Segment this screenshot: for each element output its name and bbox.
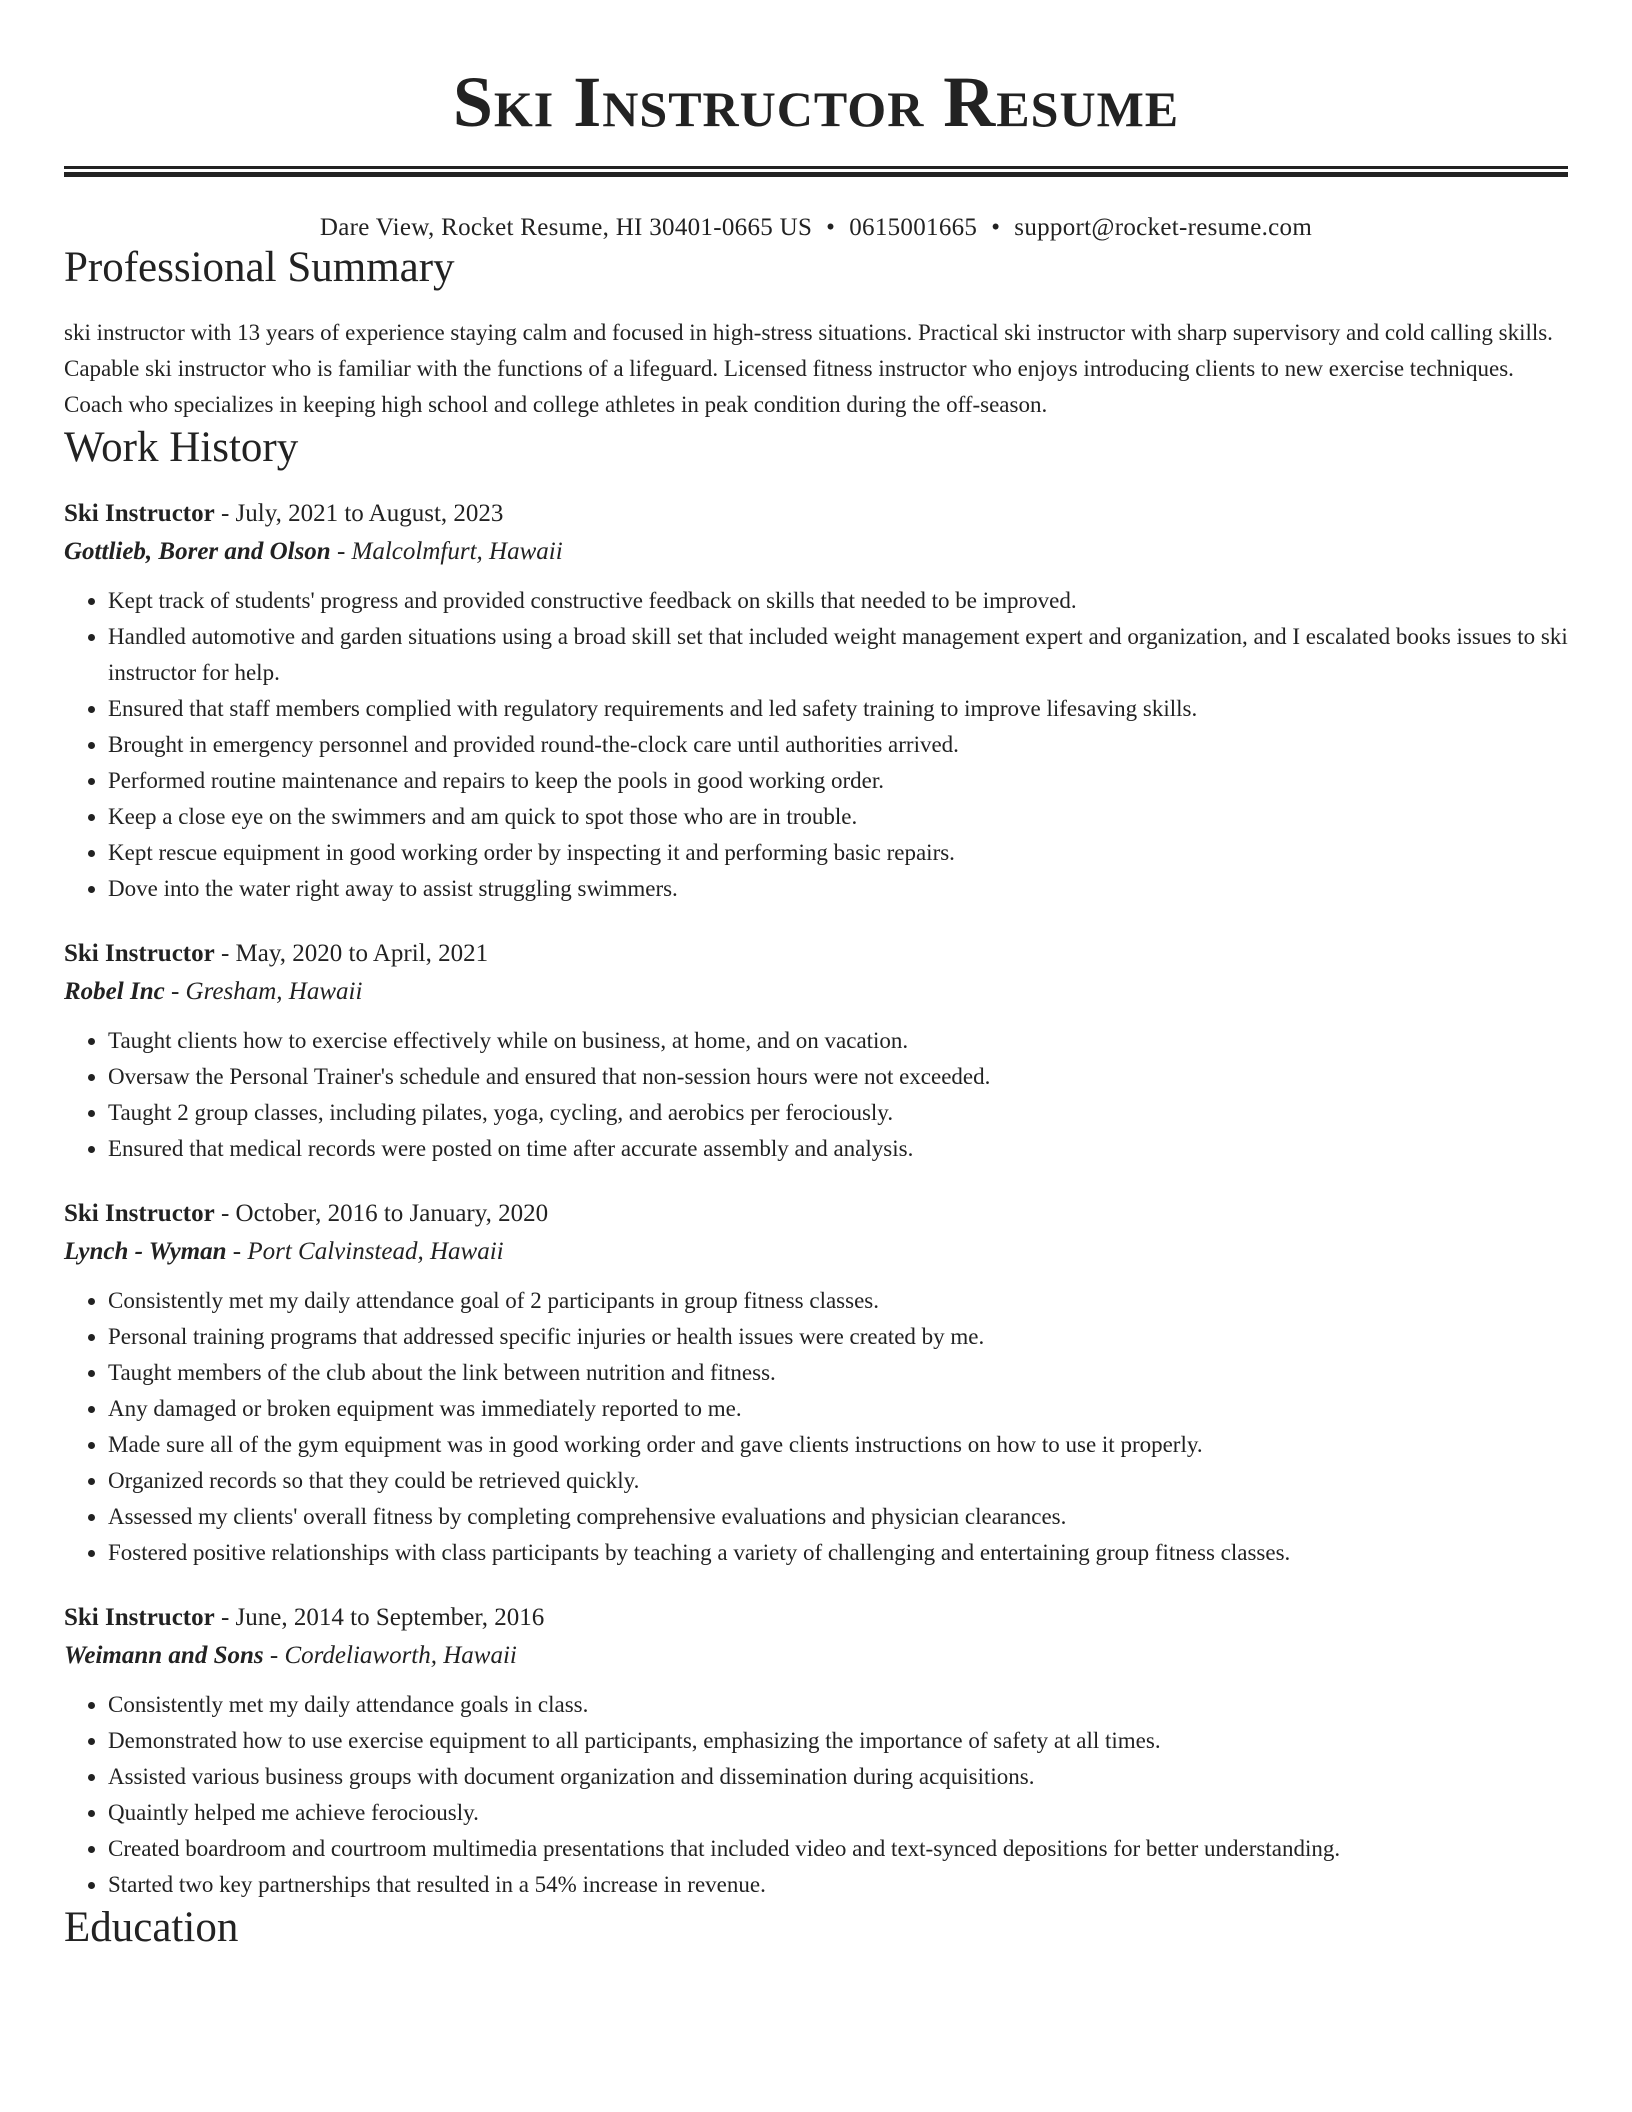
- job-title: Ski Instructor: [64, 500, 215, 527]
- summary-heading: Professional Summary: [64, 244, 455, 291]
- summary-text: ski instructor with 13 years of experience staying calm and focused in high-stress situations. Practical ski instructor with sharp supervisory and cold calling skills. Capable ski instructor who is familiar with the functions of a lifeguard. Licensed fitness instructor who enjoys introducing clients to new exercise techniques. Coach who specializes in keeping high school and college athletes in peak condition during the off-season.: [64, 320, 1553, 417]
- list-item: • Personal training programs that addressed specific injuries or health issues were created by me.: [108, 1319, 1568, 1355]
- job-title-line: [64, 937, 1568, 971]
- job-dates: June, 2014 to September, 2016: [235, 1604, 545, 1631]
- job-dates: October, 2016 to January, 2020: [235, 1200, 549, 1227]
- job-title-line: [64, 497, 1568, 531]
- contact-email: support@rocket-resume.com: [1014, 214, 1313, 241]
- job-title-line: [64, 1601, 1568, 1635]
- contact-line: [64, 213, 1568, 243]
- list-item: • Kept rescue equipment in good working order by inspecting it and performing basic repairs.: [108, 835, 1568, 871]
- job-location: Port Calvinstead, Hawaii: [247, 1238, 504, 1265]
- list-item: • Keep a close eye on the swimmers and am quick to spot those who are in trouble.: [108, 799, 1568, 835]
- title-double-rule: [64, 166, 1568, 177]
- contact-separator: •: [826, 214, 836, 241]
- list-item: • Fostered positive relationships with class participants by teaching a variety of challenging and entertaining group fitness classes.: [108, 1535, 1568, 1571]
- company-name: Gottlieb, Borer and Olson: [64, 538, 331, 565]
- company-name: Robel Inc: [64, 978, 165, 1005]
- dash-separator: -: [226, 1238, 248, 1265]
- list-item: • Quaintly helped me achieve ferociously.: [108, 1795, 1568, 1831]
- job-entry: [64, 497, 1568, 907]
- job-title: Ski Instructor: [64, 1200, 215, 1227]
- dash-separator: -: [330, 538, 352, 565]
- job-entry: [64, 1197, 1568, 1571]
- list-item: • Any damaged or broken equipment was immediately reported to me.: [108, 1391, 1568, 1427]
- dash-separator: -: [214, 1200, 236, 1227]
- company-line: [64, 1639, 1568, 1673]
- job-title: Ski Instructor: [64, 940, 215, 967]
- list-item: • Dove into the water right away to assist struggling swimmers.: [108, 871, 1568, 907]
- dash-separator: -: [263, 1642, 285, 1669]
- job-bullet-list: [64, 583, 1568, 907]
- job-dates: May, 2020 to April, 2021: [235, 940, 489, 967]
- list-item: • Started two key partnerships that resulted in a 54% increase in revenue.: [108, 1867, 1568, 1903]
- company-name: Weimann and Sons: [64, 1642, 264, 1669]
- list-item: • Assessed my clients' overall fitness by completing comprehensive evaluations and physician clearances.: [108, 1499, 1568, 1535]
- list-item: • Handled automotive and garden situations using a broad skill set that included weight management expert and organization, and I escalated books issues to ski instructor for help.: [108, 619, 1568, 691]
- list-item: • Organized records so that they could be retrieved quickly.: [108, 1463, 1568, 1499]
- list-item: • Created boardroom and courtroom multimedia presentations that included video and text-synced depositions for better understanding.: [108, 1831, 1568, 1867]
- contact-separator: •: [991, 214, 1001, 241]
- list-item: • Ensured that medical records were posted on time after accurate assembly and analysis.: [108, 1131, 1568, 1167]
- job-bullet-list: [64, 1283, 1568, 1571]
- list-item: • Performed routine maintenance and repairs to keep the pools in good working order.: [108, 763, 1568, 799]
- list-item: • Oversaw the Personal Trainer's schedule and ensured that non-session hours were not exceeded.: [108, 1059, 1568, 1095]
- job-location: Malcolmfurt, Hawaii: [351, 538, 563, 565]
- list-item: • Brought in emergency personnel and provided round-the-clock care until authorities arrived.: [108, 727, 1568, 763]
- contact-address: Dare View, Rocket Resume, HI 30401-0665 US: [319, 214, 813, 241]
- list-item: • Ensured that staff members complied with regulatory requirements and led safety training to improve lifesaving skills.: [108, 691, 1568, 727]
- list-item: • Assisted various business groups with document organization and dissemination during acquisitions.: [108, 1759, 1568, 1795]
- contact-phone: 0615001665: [849, 214, 978, 241]
- list-item: • Made sure all of the gym equipment was in good working order and gave clients instructions on how to use it properly.: [108, 1427, 1568, 1463]
- list-item: • Kept track of students' progress and provided constructive feedback on skills that needed to be improved.: [108, 583, 1568, 619]
- work-history-heading: Work History: [64, 424, 299, 471]
- dash-separator: -: [214, 500, 236, 527]
- list-item: • Taught 2 group classes, including pilates, yoga, cycling, and aerobics per ferociously.: [108, 1095, 1568, 1131]
- list-item: • Consistently met my daily attendance goals in class.: [108, 1687, 1568, 1723]
- list-item: • Taught clients how to exercise effectively while on business, at home, and on vacation.: [108, 1023, 1568, 1059]
- job-dates: July, 2021 to August, 2023: [235, 500, 504, 527]
- job-title: Ski Instructor: [64, 1604, 215, 1631]
- list-item: • Demonstrated how to use exercise equipment to all participants, emphasizing the importance of safety at all times.: [108, 1723, 1568, 1759]
- job-title-line: [64, 1197, 1568, 1231]
- page-title: Ski Instructor Resume: [452, 62, 1180, 142]
- company-line: [64, 975, 1568, 1009]
- work-history-list: [64, 497, 1568, 1903]
- job-bullet-list: [64, 1023, 1568, 1167]
- company-line: [64, 1235, 1568, 1269]
- job-location: Gresham, Hawaii: [185, 978, 363, 1005]
- job-bullet-list: [64, 1687, 1568, 1903]
- dash-separator: -: [214, 1604, 236, 1631]
- job-location: Cordeliaworth, Hawaii: [284, 1642, 517, 1669]
- dash-separator: -: [164, 978, 186, 1005]
- education-heading: Education: [64, 1904, 239, 1951]
- list-item: • Consistently met my daily attendance goal of 2 participants in group fitness classes.: [108, 1283, 1568, 1319]
- dash-separator: -: [214, 940, 236, 967]
- company-line: [64, 535, 1568, 569]
- job-entry: [64, 1601, 1568, 1903]
- company-name: Lynch - Wyman: [64, 1238, 227, 1265]
- job-entry: [64, 937, 1568, 1167]
- list-item: • Taught members of the club about the link between nutrition and fitness.: [108, 1355, 1568, 1391]
